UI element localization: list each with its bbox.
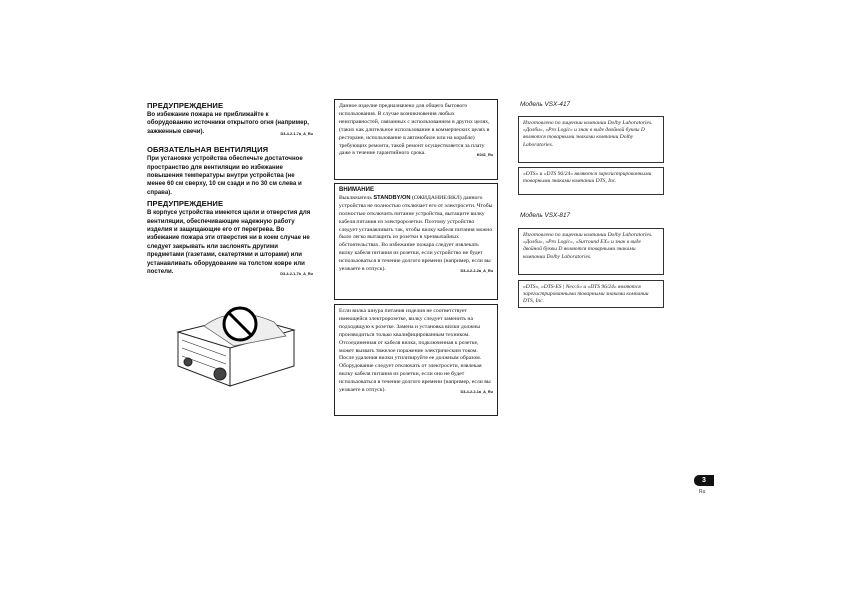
dolby-notice-417: Изготовлено по лицензии компании Dolby Laboratories. «Долби», «Pro Logic» и знак в виде двойной буквы D являются товарными знаками компании Dolby Laboratories.	[518, 116, 664, 163]
heading-ventilation: ОБЯЗАТЕЛЬНАЯ ВЕНТИЛЯЦИЯ	[147, 145, 269, 155]
usage-notice-box	[334, 99, 498, 180]
doc-code: D3-4-2-1-7b_A_Ru	[280, 272, 313, 277]
plug-notice-text: Если вилка шнура питания изделия не соответствует имеющейся электророзетке, вилку следует заменить на подходящую к розетке. Замена и установка вилки должны производиться только квалифицированным техником. Отсоединенная от кабеля вилка, подключенная к розетке, может вызвать тяжелое поражение электрическим током. После удаления вилки утилизируйте ее должным образом. Оборудование следует отключать от электросети, извлекая вилку кабеля питания из розетки, если оно не будет использоваться в течение долгого времени (например, если вы уезжаете в отпуск).	[339, 308, 491, 394]
doc-code: D3-4-2-2-1a_A_Ru	[460, 390, 493, 395]
standby-label: STANDBY/ON	[373, 194, 411, 201]
fire-warning-body: Во избежание пожара не приближайте к оборудованию источники открытого огня (например, зажженные свечи).	[147, 111, 309, 135]
language-code: Ru	[699, 489, 706, 495]
vent-warning-body: В корпусе устройства имеются щели и отверстия для вентиляции, обеспечивающие надежную работу изделия и защищающие его от перегрева. Во избежание пожара эти отверстия ни в коем случае не следует закрывать или заслонять другими предметами (газетами, скатертями и шторами) или устанавливать оборудование на толстом ковре или постели.	[147, 209, 311, 276]
doc-code: D3-4-2-2-2a_A_Ru	[460, 269, 493, 274]
doc-code: D3-4-2-1-7a_A_Ru	[280, 131, 313, 136]
model-vsx417-label: Модель VSX-417	[520, 101, 571, 108]
caution-text: (ОЖИДАНИЕ/ВКЛ) данного устройства не полностью отключает его от электросети. Чтобы полностью отключить питание устройства, вытащите вилку кабеля питания из электророзетки. Поэтому устройство следует устанавливать так, чтобы вилку кабеля питания можно было легко вытащить из розетки в чрезвычайных обстоятельствах. Во избежание пожара следует извлекать вилку кабеля питания из розетки, если устройство не будет использоваться в течение долгого времени (например, если вы уезжаете в отпуск).	[339, 194, 493, 273]
caution-box	[334, 183, 498, 300]
warnings-column	[147, 101, 313, 279]
doc-code: K041_Ru	[476, 153, 493, 158]
caution-heading: ВНИМАНИЕ	[339, 187, 374, 193]
usage-notice-text: Данное изделие предназначено для общего бытового использования. В случае возникновения любых неисправностей, связанных с использованием в других целях, (таких как длительное использование в коммерческих целях в ресторане, использование в автомобиле или на корабле) требующих ремонта, такой ремонт осуществляется за плату даже в течение гарантийного срока.	[339, 103, 490, 157]
dts-notice-817: «DTS», «DTS-ES | Neo:6» и «DTS 96/24» являются зарегистрированными товарными знаками компании DTS, Inc.	[518, 280, 664, 308]
dts-notice-417: «DTS» и «DTS 96/24» являются зарегистрированными товарными знаками компании DTS, Inc.	[518, 167, 664, 195]
ventilation-text: При установке устройства обеспечьте достаточное пространство для вентиляции во избежание повышения температуры внутри устройства (не менее 60 см сверху, 10 см сзади и по 30 см слева и справа).	[147, 155, 303, 196]
heading-warning-1: ПРЕДУПРЕЖДЕНИЕ	[147, 101, 224, 110]
heading-warning-2: ПРЕДУПРЕЖДЕНИЕ	[147, 199, 224, 209]
page-number: 3	[694, 475, 714, 486]
vent-warning-text	[147, 209, 313, 276]
model-vsx817-label: Модель VSX-817	[520, 212, 571, 219]
prohibited-icon	[224, 308, 256, 340]
plug-notice-box	[334, 304, 498, 416]
dolby-notice-817: Изготовлено по лицензии компании Dolby Laboratories. «Долби», «Pro Logic», «Surround EX» и знак в виде двойной буквы D являются товарными знаками компании Dolby Laboratories.	[518, 228, 664, 275]
fire-warning-text	[147, 111, 313, 136]
covered-receiver-illustration	[174, 296, 298, 392]
caution-lead: Выключатель	[339, 194, 374, 201]
